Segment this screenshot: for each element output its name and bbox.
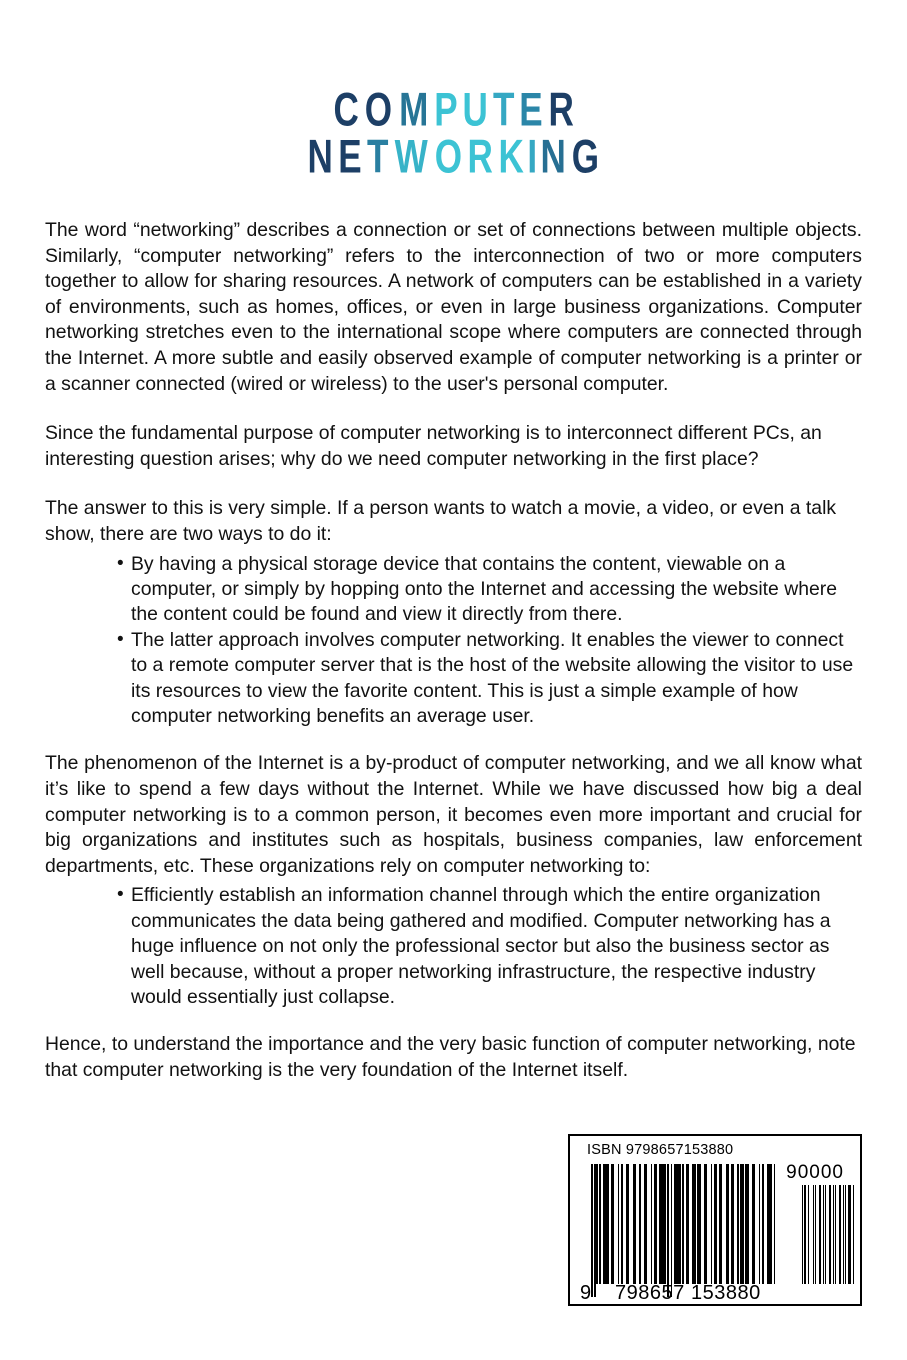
ean5-addon-bars bbox=[802, 1185, 854, 1284]
barcode-bar bbox=[699, 1164, 701, 1284]
barcode-bar bbox=[853, 1185, 854, 1284]
barcode-bar bbox=[813, 1185, 814, 1284]
ean13-bars bbox=[591, 1164, 782, 1284]
list-item-text: Efficiently establish an information channel through which the entire organization communicates the data being gathered and modified. Computer networking has a huge influence on not only the professional sector but also the business sector as well because, without a proper networking infrastructure, the respective industry would essentially just collapse. bbox=[131, 884, 831, 1008]
title-letter: E bbox=[338, 129, 362, 184]
barcode-digit-right: 153880 bbox=[691, 1282, 761, 1304]
barcode-digit-lead: 9 bbox=[580, 1282, 592, 1304]
barcode-bar bbox=[591, 1164, 593, 1297]
price-addon-label: 90000 bbox=[786, 1162, 844, 1183]
barcode-bar bbox=[639, 1164, 641, 1284]
barcode-bar bbox=[618, 1164, 620, 1284]
barcode-bar bbox=[830, 1185, 831, 1284]
bullet-list-organizations bbox=[45, 883, 862, 1010]
title-letter: O bbox=[434, 129, 462, 184]
barcode-bar bbox=[823, 1185, 824, 1284]
list-item bbox=[117, 628, 862, 730]
barcode-bar bbox=[682, 1164, 684, 1284]
barcode-bar bbox=[762, 1164, 764, 1284]
paragraph-1: The word “networking” describes a connection or set of connections between multiple objects. Similarly, “computer networking” refers to the interconnection of two or more computers together to allow for sharing resources. A network of computers can be established in a variety of environments, such as homes, offices, or even in large business organizations. Computer networking stretches even to the international scope where computers are connected through the Internet. A more subtle and easily observed example of computer networking is a printer or a scanner connected (wired or wireless) to the user's personal computer. bbox=[45, 219, 862, 395]
barcode-bar bbox=[732, 1164, 734, 1284]
title-letter: M bbox=[398, 82, 428, 137]
barcode-bar bbox=[671, 1164, 673, 1297]
isbn-label: ISBN 9798657153880 bbox=[587, 1142, 734, 1158]
barcode-bar bbox=[770, 1164, 772, 1284]
barcode-bar bbox=[596, 1164, 598, 1284]
title-letter: R bbox=[548, 82, 574, 137]
barcode-bar bbox=[628, 1164, 630, 1284]
paragraph-2: Since the fundamental purpose of computer networking is to interconnect different PCs, an interesting question arises; why do we need computer networking in the first place? bbox=[45, 422, 822, 470]
isbn-barcode-block bbox=[568, 1134, 862, 1306]
title-letter: T bbox=[366, 129, 388, 184]
title-letter: T bbox=[493, 82, 515, 137]
title-letter: U bbox=[462, 82, 488, 137]
barcode-bar bbox=[711, 1164, 713, 1284]
book-title-logo bbox=[0, 82, 907, 184]
barcode-bar bbox=[742, 1164, 744, 1284]
barcode-bar bbox=[716, 1164, 718, 1284]
barcode-bar bbox=[613, 1164, 615, 1284]
paragraph-4: The phenomenon of the Internet is a by-product of computer networking, and we all know what it’s like to spend a few days without the Internet. While we have discussed how big a deal computer networking is to a common person, it becomes even more important and crucial for big organizations and institutes such as hospitals, business companies, law enforcement departments, etc. These organizations rely on computer networking to: bbox=[45, 752, 862, 877]
barcode-bar bbox=[815, 1185, 816, 1284]
title-line-networking bbox=[0, 129, 907, 184]
title-letter: E bbox=[519, 82, 543, 137]
list-item-text: The latter approach involves computer networking. It enables the viewer to connect to a remote computer server that is the host of the website allowing the visitor to use its resources to view the favorite content. This is just a simple example of how computer networking benefits an average user. bbox=[131, 628, 854, 727]
barcode-bar bbox=[759, 1164, 761, 1284]
barcode-bar bbox=[687, 1164, 689, 1284]
title-letter: N bbox=[307, 129, 333, 184]
barcode-bar bbox=[754, 1164, 756, 1284]
barcode-bar bbox=[845, 1185, 846, 1284]
paragraph-final: Hence, to understand the importance and the very basic function of computer networking, note that computer networking is the very foundation of the Internet itself. bbox=[45, 1033, 856, 1081]
barcode-bar bbox=[656, 1164, 658, 1284]
barcode-bar bbox=[825, 1185, 826, 1284]
barcode-bar bbox=[820, 1185, 821, 1284]
barcode-bar bbox=[835, 1185, 836, 1284]
barcode-bar bbox=[805, 1185, 806, 1284]
barcode-bar bbox=[802, 1185, 803, 1284]
barcode-bar bbox=[664, 1164, 666, 1284]
back-cover-blurb bbox=[45, 218, 862, 1108]
barcode-bar bbox=[608, 1164, 610, 1284]
list-item-text: By having a physical storage device that contains the content, viewable on a computer, or simply by hopping onto the Internet and accessing the website where the content could be found and view it directly from there. bbox=[131, 552, 838, 626]
title-letter: W bbox=[394, 129, 428, 184]
title-letter: I bbox=[527, 129, 537, 184]
list-item bbox=[117, 552, 862, 628]
bullet-dot-icon: • bbox=[117, 552, 124, 574]
bullet-dot-icon: • bbox=[117, 884, 124, 906]
barcode-bar bbox=[727, 1164, 729, 1284]
barcode-bar bbox=[747, 1164, 749, 1284]
barcode-bar bbox=[599, 1164, 601, 1284]
barcode-bar bbox=[737, 1164, 739, 1284]
barcode-bar bbox=[840, 1185, 841, 1284]
title-letter: C bbox=[333, 82, 359, 137]
title-letter: P bbox=[433, 82, 458, 137]
list-item bbox=[117, 883, 862, 1010]
barcode-bar bbox=[667, 1164, 669, 1297]
barcode-bar bbox=[621, 1164, 623, 1284]
bullet-list-ways bbox=[45, 552, 862, 730]
barcode-bar bbox=[694, 1164, 696, 1284]
barcode-bar bbox=[833, 1185, 834, 1284]
title-letter: N bbox=[540, 129, 566, 184]
barcode-bar bbox=[679, 1164, 681, 1284]
paragraph-3: The answer to this is very simple. If a person wants to watch a movie, a video, or even a talk show, there are two ways to do it: bbox=[45, 497, 837, 545]
title-line-computer bbox=[0, 82, 907, 137]
barcode-bar bbox=[646, 1164, 648, 1284]
barcode-bar bbox=[774, 1164, 776, 1284]
barcode-bar bbox=[634, 1164, 636, 1284]
barcode-digits bbox=[578, 1282, 788, 1306]
title-letter: R bbox=[467, 129, 493, 184]
title-letter: K bbox=[498, 129, 524, 184]
barcode-bar bbox=[843, 1185, 844, 1284]
barcode-bar bbox=[808, 1185, 809, 1284]
barcode-digit-left: 798657 bbox=[615, 1282, 685, 1304]
bullet-dot-icon: • bbox=[117, 628, 124, 650]
title-letter: O bbox=[365, 82, 392, 137]
barcode-bar bbox=[850, 1185, 851, 1284]
barcode-bar bbox=[651, 1164, 653, 1284]
barcode-bar bbox=[721, 1164, 723, 1284]
title-letter: G bbox=[572, 129, 599, 184]
barcode-bar bbox=[706, 1164, 708, 1284]
